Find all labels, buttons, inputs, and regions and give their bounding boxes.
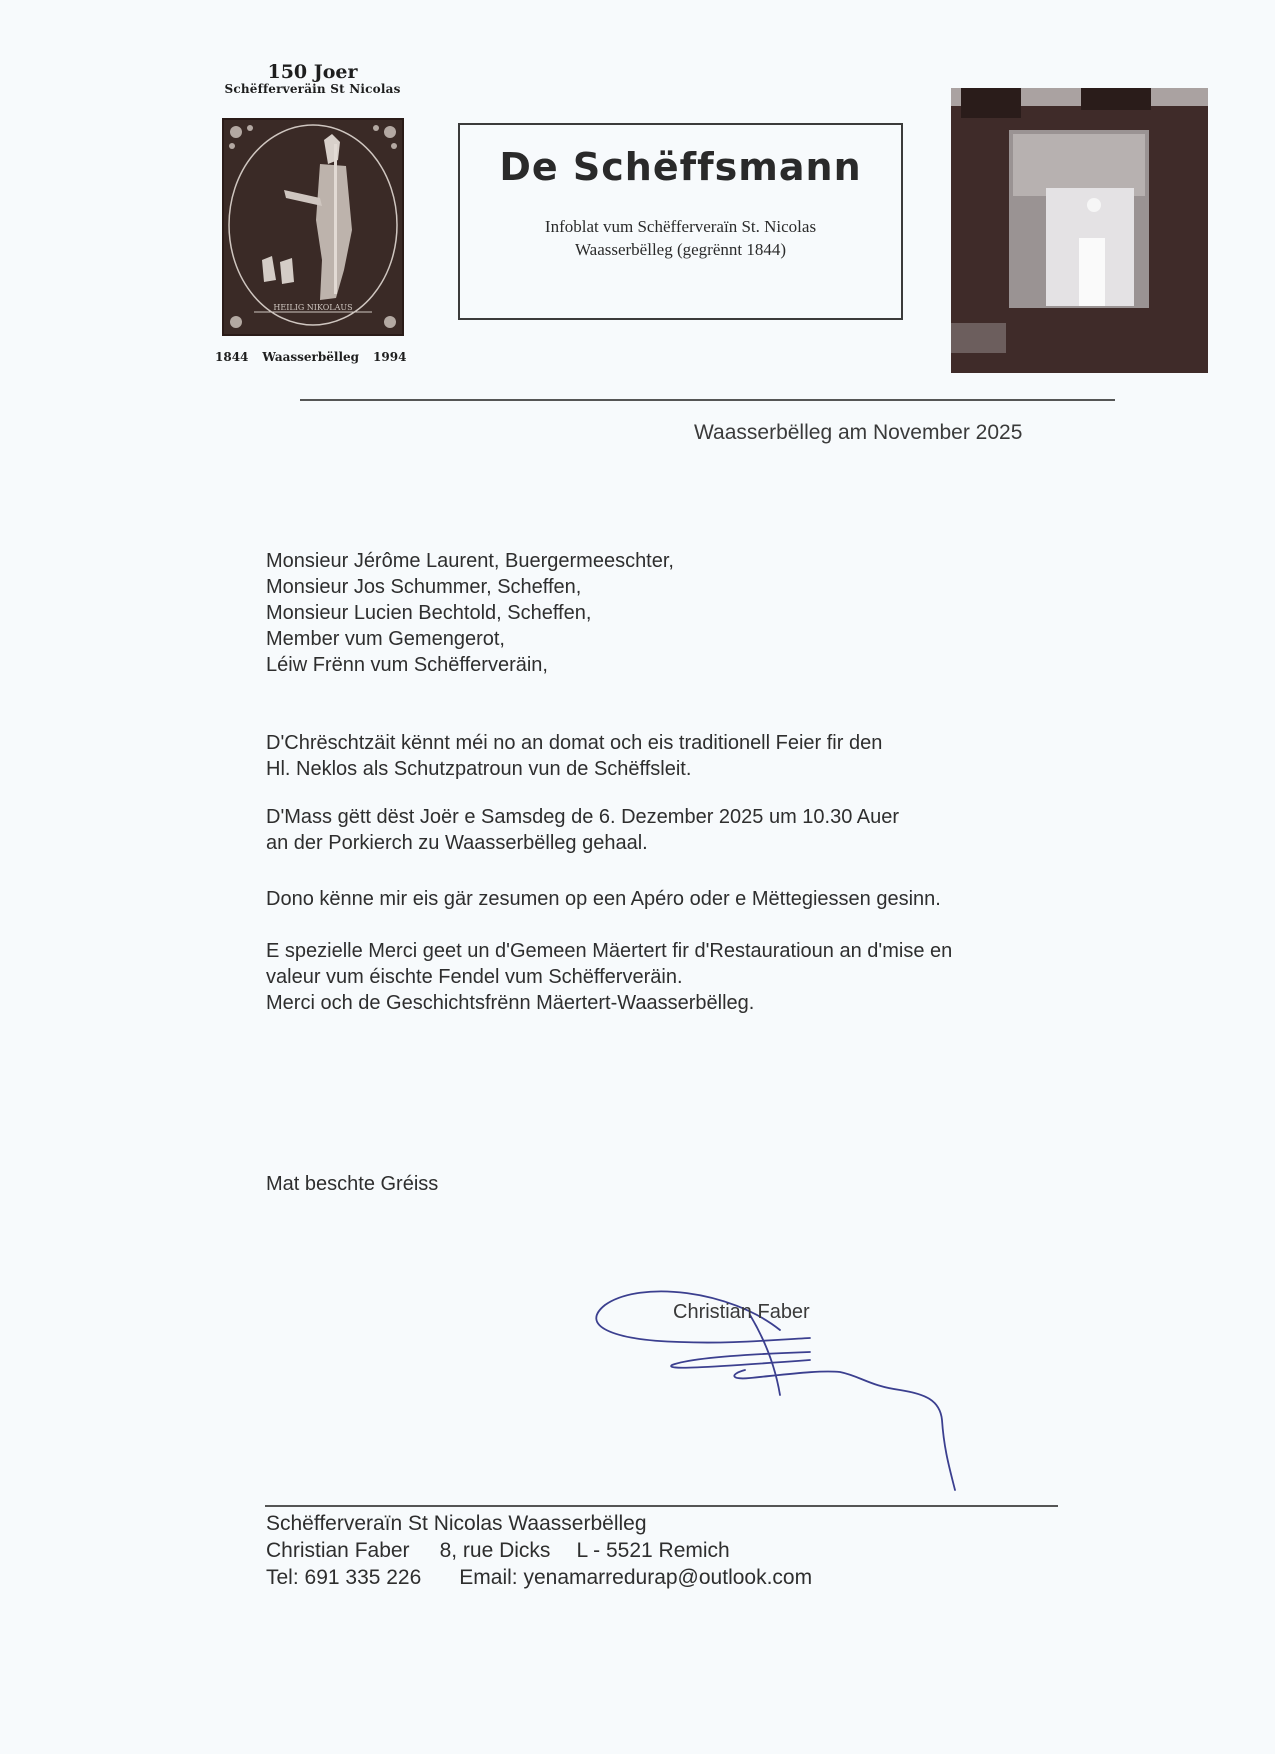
newsletter-title: De Schëffsmann — [499, 145, 862, 189]
paragraph-line: D'Chrëschtzäit kënnt méi no an domat och eis traditionell Feier fir den — [266, 732, 883, 754]
paragraph-line: Dono kënne mir eis gär zesumen op een Apéro oder e Mëttegiessen gesinn. — [266, 888, 941, 910]
subtitle-line-2: Waasserbëlleg (gegrënnt 1844) — [574, 240, 787, 259]
footer-street: 8, rue Dicks — [439, 1539, 551, 1562]
anniversary-label: 150 Joer — [267, 61, 358, 83]
recipient-line: Léiw Frënn vum Schëfferveräin, — [266, 654, 548, 676]
closing-salutation: Mat beschte Gréiss — [266, 1173, 439, 1195]
anniversary-year: 1994 — [373, 350, 407, 364]
association-name: Schëfferveräin St Nicolas — [224, 82, 401, 96]
footer-contact-row — [266, 1564, 812, 1591]
footer-contact — [266, 1510, 812, 1591]
footer-name: Christian Faber — [266, 1539, 410, 1562]
paragraph-apero — [266, 886, 941, 912]
paragraph-line: D'Mass gëtt dëst Joër e Samsdeg de 6. Dezember 2025 um 10.30 Auer — [266, 806, 900, 828]
letter-date: Waasserbëlleg am November 2025 — [694, 421, 1023, 444]
recipient-line: Monsieur Lucien Bechtold, Scheffen, — [266, 602, 592, 624]
footer-email[interactable]: Email: yenamarredurap@outlook.com — [459, 1566, 813, 1589]
signatory-name: Christian Faber — [673, 1301, 810, 1323]
footer-city: L - 5521 Remich — [576, 1539, 730, 1562]
founding-year: 1844 — [215, 350, 249, 364]
logo-caption-bottom — [215, 350, 430, 364]
shrine-statue-icon — [951, 88, 1208, 373]
saint-figure-icon — [224, 120, 402, 334]
paragraph-christmas — [266, 730, 882, 782]
paragraph-line: Merci och de Geschichtsfrënn Mäertert-Waasserbëlleg. — [266, 992, 755, 1014]
st-nicolas-medallion-image — [222, 118, 404, 336]
shrine-photo — [951, 88, 1208, 373]
paragraph-line: an der Porkierch zu Waasserbëlleg gehaal. — [266, 832, 648, 854]
paragraph-line: valeur vum éischte Fendel vum Schëfferveräin. — [266, 966, 683, 988]
footer-phone: Tel: 691 335 226 — [266, 1566, 422, 1589]
footer-address-row — [266, 1537, 812, 1564]
footer-divider — [265, 1505, 1058, 1507]
recipient-line: Monsieur Jos Schummer, Scheffen, — [266, 576, 582, 598]
recipient-line: Member vum Gemengerot, — [266, 628, 505, 650]
paragraph-mass — [266, 804, 899, 856]
paragraph-line: E spezielle Merci geet un d'Gemeen Mäertert fir d'Restauratioun an d'mise en — [266, 940, 953, 962]
svg-text:HEILIG NIKOLAUS: HEILIG NIKOLAUS — [273, 303, 353, 312]
paragraph-line: Hl. Neklos als Schutzpatroun vun de Schëffsleit. — [266, 758, 692, 780]
paragraph-thanks — [266, 938, 952, 1016]
place-name: Waasserbëlleg — [262, 350, 360, 364]
newsletter-title-box — [458, 123, 903, 320]
newsletter-subtitle — [460, 215, 901, 261]
recipients-list — [266, 548, 674, 678]
logo-caption-top — [200, 62, 425, 97]
subtitle-line-1: Infoblat vum Schëfferveraïn St. Nicolas — [544, 217, 817, 236]
header-divider — [300, 399, 1115, 401]
footer-organization: Schëfferveraïn St Nicolas Waasserbëlleg — [266, 1512, 647, 1535]
recipient-line: Monsieur Jérôme Laurent, Buergermeeschter, — [266, 550, 674, 572]
